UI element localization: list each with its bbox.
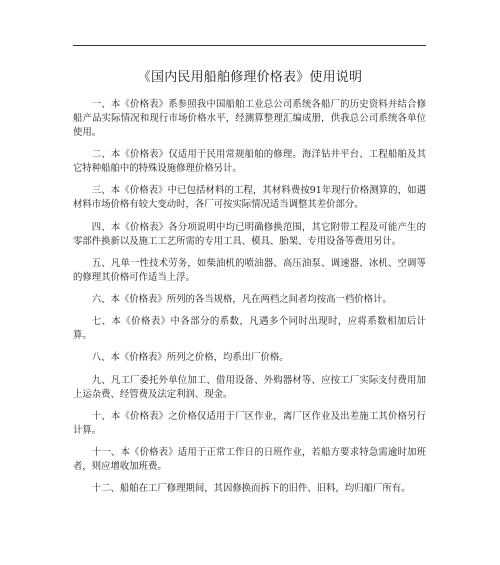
paragraph-1: 一、本《价格表》系参照我中国船舶工业总公司系统各船厂的历史资料并结合修船产品实际情况和现行市场价格水平，经测算整理汇编成册，供我总公司系统各单位使用。 <box>73 99 426 138</box>
paragraph-2: 二、本《价格表》仅适用于民用常规船舶的修理。海洋钻井平台、工程船舶及其它特种船舶中的特殊设施修理价格另计。 <box>73 149 426 175</box>
paragraph-8: 八、本《价格表》所列之价格，均系出厂价格。 <box>91 352 289 364</box>
paragraph-9: 九、凡工厂委托外单位加工、借用设备、外购器材等、应按工厂实际支付费用加上运杂费、经管费及法定利润、现金。 <box>73 374 426 400</box>
document-body <box>73 98 426 504</box>
paragraph-7: 七、本《价格表》中各部分的系数，凡遇多个同时出现时，应将系数相加后计算。 <box>73 316 426 342</box>
paragraph-12: 十二、船舶在工厂修理期间，其因修换而拆下的旧件、旧料，均归船厂所有。 <box>91 483 411 495</box>
paragraph-6: 六、本《价格表》所列的各当规格，凡在两档之间者均按高一档价格计。 <box>91 293 392 305</box>
header-rule <box>73 45 426 46</box>
paragraph-11: 十一、本《价格表》适用于正常工作日的日班作业，若船方要求特急需逾时加班者，则应增收加班费。 <box>73 446 426 472</box>
paragraph-4: 四、本《价格表》各分项说明中均已明确修换范围，其它附带工程及可能产生的零部件换新以及施工工艺所需的专用工具、模具、胎架、专用设备等费用另计。 <box>73 221 426 247</box>
document-title: 《国内民用船舶修理价格表》使用说明 <box>137 70 363 85</box>
paragraph-3: 三、本《价格表》中已包括材料的工程，其材料费按91年现行价格测算的，如遇材料市场价格有较大变动时，各厂可按实际情况适当调整其差价部分。 <box>73 185 426 211</box>
paragraph-5: 五、凡单一性技术劳务，如柴油机的喷油器、高压油泵、调速器、冰机、空调等的修理其价格可作适当上浮。 <box>73 257 426 283</box>
paragraph-10: 十、本《价格表》之价格仅适用于厂区作业，离厂区作业及出差施工其价格另行计算。 <box>73 410 426 436</box>
